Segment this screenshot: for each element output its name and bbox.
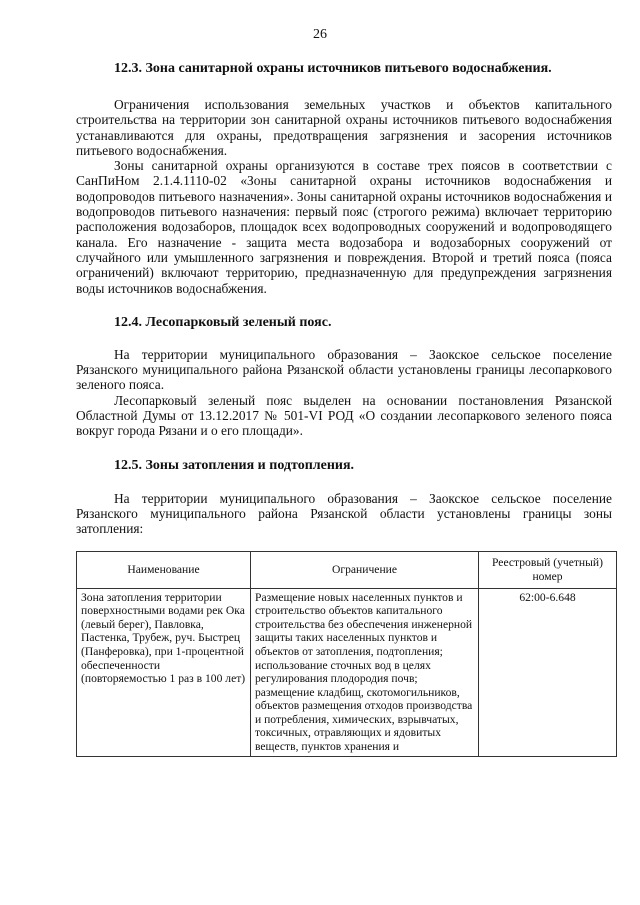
- column-header-name: Наименование: [77, 551, 251, 588]
- paragraph: Ограничения использования земельных участков и объектов капитального строительства на территории зон санитарной охраны источников питьевого водоснабжения устанавливаются для охраны, предотвращения загрязнения и засорения источников питьевого водоснабжения.: [76, 97, 612, 158]
- paragraph: Лесопарковый зеленый пояс выделен на основании постановления Рязанской Областной Думы от 13.12.2017 № 501-VI РОД «О создании лесопаркового зеленого пояса вокруг города Рязани и о его площади».: [76, 392, 612, 439]
- cell-name: Зона затопления территории поверхностными водами рек Ока (левый берег), Павловка, Пастенка, Трубеж, руч. Быстрец (Панферовка), при 1-процентной обеспеченности (повторяемостью 1 раз в 100 лет): [77, 588, 251, 756]
- paragraph: На территории муниципального образования – Заокское сельское поселение Рязанского муниципального района Рязанской области установлены границы лесопаркового зеленого пояса.: [76, 346, 612, 393]
- section-heading: 12.3. Зона санитарной охраны источников питьевого водоснабжения.: [114, 61, 552, 76]
- section-sanitary-zone: [76, 60, 612, 296]
- page-content: [76, 60, 612, 757]
- table-row: [77, 588, 617, 756]
- page-number: 26: [313, 27, 327, 42]
- flood-zone-table: [76, 551, 617, 757]
- section-heading: 12.5. Зоны затопления и подтопления.: [114, 457, 355, 473]
- column-header-restriction: Ограничение: [251, 551, 479, 588]
- column-header-registry-number: Реестровый (учетный) номер: [479, 551, 617, 588]
- section-flood-zones: [76, 457, 612, 537]
- paragraph: На территории муниципального образования – Заокское сельское поселение Рязанского муниципального района Рязанской области установлены границы зоны затопления:: [76, 490, 612, 537]
- section-heading: 12.4. Лесопарковый зеленый пояс.: [114, 314, 332, 330]
- table-header-row: [77, 551, 617, 588]
- cell-restriction: Размещение новых населенных пунктов и строительство объектов капитального строительства без обеспечения инженерной защиты таких населенных пунктов и объектов от затопления, подтопления; использование сточных вод в целях регулирования плодородия почв; размещение кладбищ, скотомогильников, объектов размещения отходов производства и потребления, химических, взрывчатых, токсичных, отравляющих и ядовитых веществ, пунктов хранения и: [251, 588, 479, 756]
- paragraph: Зоны санитарной охраны организуются в составе трех поясов в соответствии с СанПиНом 2.1.4.1110-02 «Зоны санитарной охраны источников водоснабжения и водопроводов питьевого назначения». Зоны санитарной охраны источников водоснабжения и водопроводов питьевого назначения: первый пояс (строгого режима) включает территорию расположения водозаборов, площадок всех водопроводных сооружений и водопроводящего канала. Его назначение - защита места водозабора и водозаборных сооружений от случайного или умышленного загрязнения и повреждения. Второй и третий пояса (пояса ограничений) включают территорию, предназначенную для предупреждения загрязнения воды источников водоснабжения.: [76, 158, 612, 296]
- cell-registry-number: 62:00-6.648: [479, 588, 617, 756]
- section-green-belt: [76, 314, 612, 439]
